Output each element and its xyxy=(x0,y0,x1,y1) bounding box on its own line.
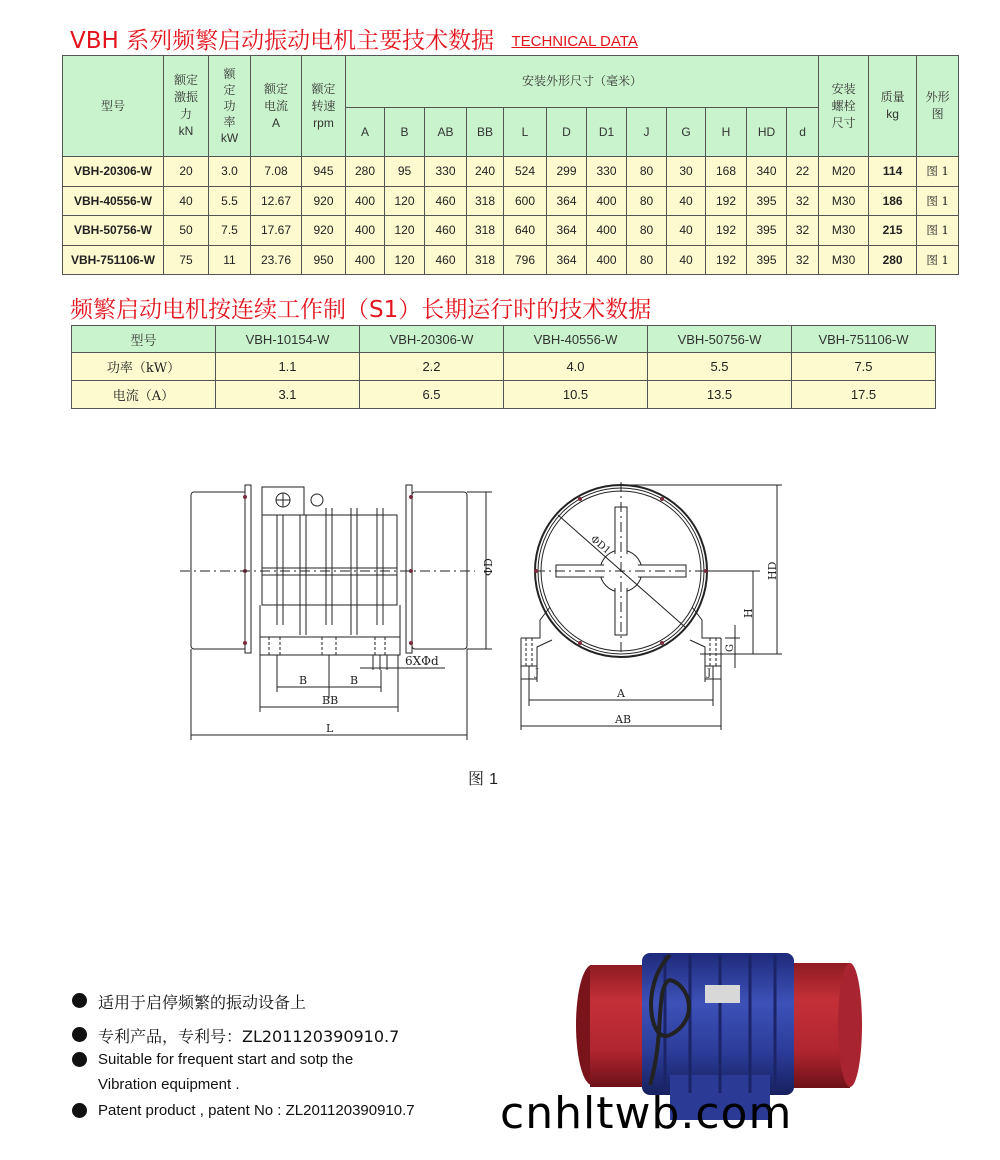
table-cell: 80 xyxy=(627,245,667,275)
table-cell: 299 xyxy=(547,157,587,187)
table-cell: 22 xyxy=(787,157,819,187)
table-row xyxy=(63,157,959,187)
bullet-icon xyxy=(72,1103,87,1118)
technical-data-link: TECHNICAL DATA xyxy=(511,33,638,50)
dim-label-b1: B xyxy=(299,674,308,687)
table-cell: 950 xyxy=(302,245,346,275)
col-dim-h: H xyxy=(706,108,747,157)
table-cell: 400 xyxy=(587,216,627,246)
table-cell: 280 xyxy=(346,157,385,187)
table-cell: 7.08 xyxy=(251,157,302,187)
col-dim-hd: HD xyxy=(747,108,787,157)
table-cell: 460 xyxy=(425,186,467,216)
s1-cell: 3.1 xyxy=(216,381,360,409)
col-dim-d-small: d xyxy=(787,108,819,157)
table-cell: 600 xyxy=(504,186,547,216)
col-current: 额定 电流 A xyxy=(251,56,302,157)
model-cell: VBH-751106-W xyxy=(63,245,164,275)
s1-col-model-4: VBH-50756-W xyxy=(648,326,792,353)
dim-label-ab: AB xyxy=(615,713,632,726)
table-cell: 23.76 xyxy=(251,245,302,275)
col-dim-j: J xyxy=(627,108,667,157)
table-row xyxy=(63,186,959,216)
table-cell: 40 xyxy=(667,186,706,216)
table-cell: 192 xyxy=(706,186,747,216)
col-mass: 质量 kg xyxy=(869,56,917,157)
table-cell: 80 xyxy=(627,157,667,187)
dim-label-h: H xyxy=(742,608,755,618)
table-cell: 395 xyxy=(747,245,787,275)
figure-ref-cell: 图 1 xyxy=(917,216,959,246)
s1-col-model: 型号 xyxy=(72,326,216,353)
s1-row-power xyxy=(72,353,936,381)
s1-cell: 4.0 xyxy=(504,353,648,381)
col-bolt: 安装 螺栓 尺寸 xyxy=(819,56,869,157)
bullet-icon xyxy=(72,993,87,1008)
table-cell: 460 xyxy=(425,216,467,246)
col-model: 型号 xyxy=(63,56,164,157)
dim-label-j2: J xyxy=(707,668,712,679)
s1-duty-table xyxy=(71,325,936,409)
figure-ref-cell: 图 1 xyxy=(917,186,959,216)
table-cell: 12.67 xyxy=(251,186,302,216)
s1-cell: 1.1 xyxy=(216,353,360,381)
s1-col-model-5: VBH-751106-W xyxy=(792,326,936,353)
dim-label-l: L xyxy=(326,722,334,735)
s1-col-model-1: VBH-10154-W xyxy=(216,326,360,353)
table-cell: 400 xyxy=(346,186,385,216)
dim-label-d: ΦD xyxy=(482,558,495,576)
technical-data-table xyxy=(62,55,959,275)
dim-label-a: A xyxy=(617,687,625,700)
table-cell: 50 xyxy=(164,216,209,246)
s1-cell: 13.5 xyxy=(648,381,792,409)
front-view xyxy=(521,482,782,730)
table-cell: 95 xyxy=(385,157,425,187)
table-cell: M30 xyxy=(819,245,869,275)
dim-label-d1: ΦD1 xyxy=(588,533,613,557)
table-cell: 524 xyxy=(504,157,547,187)
main-title-cn: VBH 系列频繁启动振动电机主要技术数据 xyxy=(70,28,495,54)
col-dim-d: D xyxy=(547,108,587,157)
table-cell: 40 xyxy=(667,216,706,246)
col-power: 额 定 功 率 kW xyxy=(209,56,251,157)
table-cell: 11 xyxy=(209,245,251,275)
table-cell: 400 xyxy=(346,245,385,275)
dim-label-hd: HD xyxy=(766,561,779,580)
table-cell: 120 xyxy=(385,245,425,275)
table-cell: 120 xyxy=(385,216,425,246)
table-cell: 17.67 xyxy=(251,216,302,246)
dim-label-b2: B xyxy=(350,674,359,687)
table-cell: 318 xyxy=(467,186,504,216)
model-cell: VBH-20306-W xyxy=(63,157,164,187)
s1-row-current xyxy=(72,381,936,409)
main-title xyxy=(70,22,638,55)
bullet-icon xyxy=(72,1027,87,1042)
table-cell: 395 xyxy=(747,216,787,246)
side-view xyxy=(180,485,495,740)
table-cell: 400 xyxy=(346,216,385,246)
col-dim-a: A xyxy=(346,108,385,157)
figure-ref-cell: 图 1 xyxy=(917,157,959,187)
table-cell: 920 xyxy=(302,186,346,216)
table-cell: 330 xyxy=(425,157,467,187)
col-dim-b: B xyxy=(385,108,425,157)
col-dim-d1: D1 xyxy=(587,108,627,157)
table-cell: 75 xyxy=(164,245,209,275)
s1-cell: 2.2 xyxy=(360,353,504,381)
table-cell: 168 xyxy=(706,157,747,187)
table-cell: 80 xyxy=(627,186,667,216)
table-cell: 32 xyxy=(787,186,819,216)
model-cell: VBH-40556-W xyxy=(63,186,164,216)
table-cell: 400 xyxy=(587,186,627,216)
table-cell: 318 xyxy=(467,216,504,246)
table-cell: M30 xyxy=(819,216,869,246)
watermark: cnhltwb.com xyxy=(500,1088,793,1139)
s1-cell: 10.5 xyxy=(504,381,648,409)
col-dim-ab: AB xyxy=(425,108,467,157)
table-cell: 192 xyxy=(706,216,747,246)
mass-cell: 186 xyxy=(869,186,917,216)
table-cell: 340 xyxy=(747,157,787,187)
s1-row-label: 电流（A） xyxy=(72,381,216,409)
table-cell: 120 xyxy=(385,186,425,216)
table-cell: 20 xyxy=(164,157,209,187)
dim-label-g: G xyxy=(725,644,736,652)
table-cell: 3.0 xyxy=(209,157,251,187)
table-cell: 460 xyxy=(425,245,467,275)
table-cell: 920 xyxy=(302,216,346,246)
s1-cell: 6.5 xyxy=(360,381,504,409)
mass-cell: 280 xyxy=(869,245,917,275)
s1-col-model-3: VBH-40556-W xyxy=(504,326,648,353)
col-dim-bb: BB xyxy=(467,108,504,157)
outline-drawing xyxy=(180,470,820,750)
dim-label-j1: J xyxy=(535,668,540,679)
col-group-dimensions: 安装外形尺寸（毫米） xyxy=(346,56,819,108)
table-cell: 5.5 xyxy=(209,186,251,216)
dim-label-holes: 6XΦd xyxy=(405,654,439,668)
table-cell: 364 xyxy=(547,216,587,246)
bullet-icon xyxy=(72,1052,87,1067)
table-cell: 640 xyxy=(504,216,547,246)
s1-col-model-2: VBH-20306-W xyxy=(360,326,504,353)
table-cell: 40 xyxy=(667,245,706,275)
table-cell: 395 xyxy=(747,186,787,216)
table-cell: 192 xyxy=(706,245,747,275)
model-cell: VBH-50756-W xyxy=(63,216,164,246)
col-dim-l: L xyxy=(504,108,547,157)
table-cell: 7.5 xyxy=(209,216,251,246)
table-cell: 32 xyxy=(787,216,819,246)
table-cell: 796 xyxy=(504,245,547,275)
col-speed: 额定 转速 rpm xyxy=(302,56,346,157)
table-cell: 364 xyxy=(547,245,587,275)
s1-cell: 7.5 xyxy=(792,353,936,381)
table-cell: 30 xyxy=(667,157,706,187)
table-cell: 400 xyxy=(587,245,627,275)
col-force: 额定 激振 力 kN xyxy=(164,56,209,157)
table-cell: 240 xyxy=(467,157,504,187)
dim-label-bb: BB xyxy=(322,694,339,707)
table-cell: 945 xyxy=(302,157,346,187)
s1-row-label: 功率（kW） xyxy=(72,353,216,381)
table-cell: 330 xyxy=(587,157,627,187)
table-row xyxy=(63,216,959,246)
table-row xyxy=(63,245,959,275)
table-cell: M30 xyxy=(819,186,869,216)
mass-cell: 114 xyxy=(869,157,917,187)
table-cell: 318 xyxy=(467,245,504,275)
figure-caption: 图 1 xyxy=(468,769,499,788)
mass-cell: 215 xyxy=(869,216,917,246)
figure-ref-cell: 图 1 xyxy=(917,245,959,275)
table-cell: 80 xyxy=(627,216,667,246)
s1-duty-title: 频繁启动电机按连续工作制（S1）长期运行时的技术数据 xyxy=(70,297,652,323)
col-figure: 外形 图 xyxy=(917,56,959,157)
s1-cell: 5.5 xyxy=(648,353,792,381)
table-cell: 40 xyxy=(164,186,209,216)
table-cell: 364 xyxy=(547,186,587,216)
col-dim-g: G xyxy=(667,108,706,157)
table-cell: M20 xyxy=(819,157,869,187)
s1-cell: 17.5 xyxy=(792,381,936,409)
table-cell: 32 xyxy=(787,245,819,275)
